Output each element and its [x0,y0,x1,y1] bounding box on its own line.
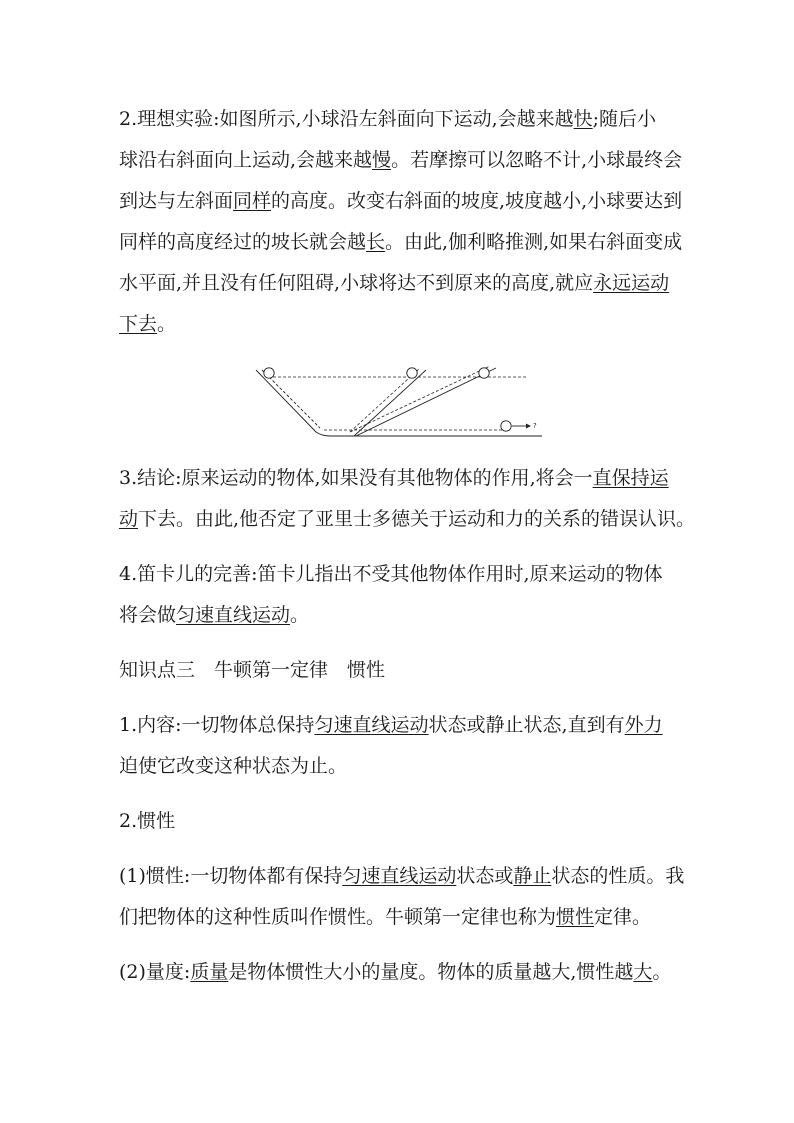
answer-underlined: 下去 [119,313,158,335]
section3-line2 [119,505,695,533]
text: 状态或 [456,865,514,887]
section3-line1 [119,464,669,492]
inertia-title: 2.惯性 [119,810,176,832]
answer-underlined: 慢 [372,149,392,171]
answer-underlined: 外力 [624,714,663,736]
text: 。 [290,604,310,626]
text: 到达与左斜面 [119,190,234,212]
section4-line2 [119,601,309,629]
text: 2.理想实验:如图所示,小球沿左斜面向下运动,会越来越 [119,108,574,130]
left-ramp-inner [262,370,320,428]
text: 状态的性质。我 [551,865,685,887]
section2-line4 [119,228,682,256]
answer-underlined: 大 [633,961,653,983]
answer-underlined: 匀速直线运动 [176,604,291,626]
steep-right-ramp [354,370,426,436]
text: 。若摩擦可以忽略不计,小球最终会 [391,149,683,171]
answer-underlined: 永远运动 [593,272,670,294]
ball-floor [501,421,511,431]
answer-underlined: 静止 [513,865,552,887]
ball-gentle-ramp [479,368,489,378]
answer-underlined: 匀速直线运动 [342,865,457,887]
text: 。 [652,961,672,983]
text: 1.内容:一切物体总保持 [119,714,315,736]
text: 下去。由此,他否定了亚里士多德关于运动和力的关系的错误认识。 [138,508,696,530]
ball-start [264,368,274,378]
text: ;随后小 [592,108,657,130]
arrow-label: ? [533,422,537,430]
text: 的高度。改变右斜面的坡度,坡度越小,小球要达到 [271,190,683,212]
text: 球沿右斜面向上运动,会越来越 [119,149,373,171]
content-line2: 迫使它改变这种状态为止。 [119,755,348,777]
content-line1 [119,711,663,739]
answer-underlined: 直保持运 [592,467,669,489]
text: 们把物体的这种性质叫作惯性。牛顿第一定律也称为 [119,906,557,928]
answer-underlined: 动 [119,508,139,530]
answer-underlined: 快 [573,108,593,130]
section4-line1: 4.笛卡儿的完善:笛卡儿指出不受其他物体作用时,原来运动的物体 [119,563,663,585]
section2-line6 [119,310,176,338]
text: 定律。 [594,906,652,928]
answer-underlined: 质量 [190,961,229,983]
inertia-line2 [119,903,651,931]
text: 3.结论:原来运动的物体,如果没有其他物体的作用,将会一 [119,467,593,489]
answer-underlined: 匀速直线运动 [314,714,429,736]
text: (1)惯性:一切物体都有保持 [119,865,343,887]
ramp-experiment-figure [250,364,550,440]
left-ramp [256,370,316,432]
text: 。由此,伽利略推测,如果右斜面变成 [385,231,683,253]
text: 状态或静止状态,直到有 [428,714,625,736]
text: 水平面,并且没有任何阻碍,小球将达不到原来的高度,就应 [119,272,594,294]
text: 同样的高度经过的坡长就会越 [119,231,367,253]
text: 将会做 [119,604,177,626]
text: 是物体惯性大小的量度。物体的质量越大,惯性越 [228,961,634,983]
answer-underlined: 惯性 [556,906,595,928]
ball-steep-ramp [407,368,417,378]
knowledge-point-heading: 知识点三 牛顿第一定律 惯性 [119,659,386,681]
floor-line [316,432,542,436]
answer-underlined: 同样 [233,190,272,212]
measure-line [119,958,671,986]
text: 。 [157,313,177,335]
inertia-line1 [119,862,684,890]
gentle-right-ramp [356,368,496,436]
section2-line5 [119,269,669,297]
section2-line1 [119,105,656,133]
section2-line3 [119,187,682,215]
answer-underlined: 长 [366,231,386,253]
section2-line2 [119,146,682,174]
text: (2)量度: [119,961,191,983]
arrow-head-icon [526,424,531,429]
